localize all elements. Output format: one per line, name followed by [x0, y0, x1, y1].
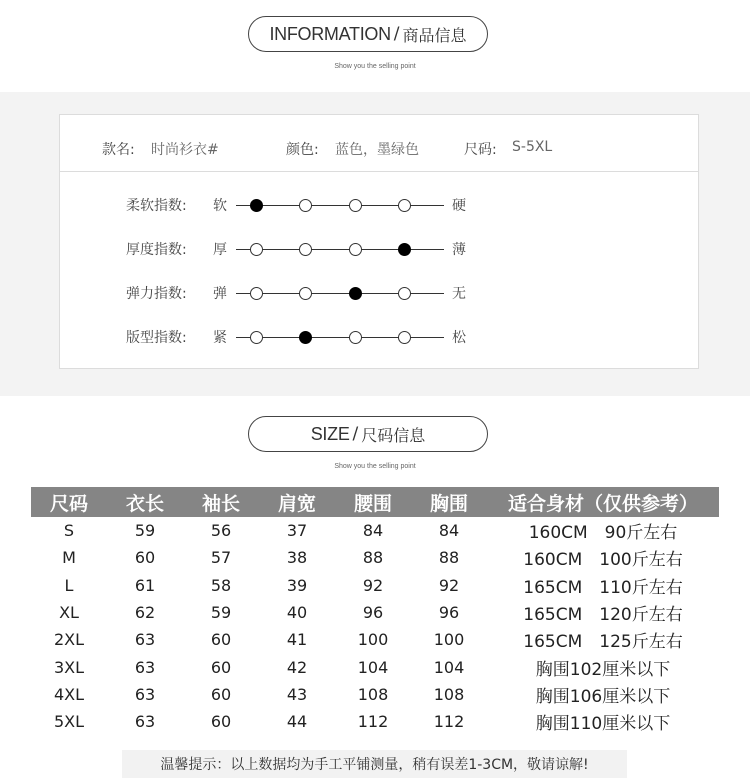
size-table-cell: S: [63, 521, 75, 541]
size-table-cell: 44: [286, 712, 308, 732]
size-table-cell: 84: [362, 521, 384, 541]
product-size-label: 尺码:: [464, 142, 497, 158]
fabric-index-label: 厚度指数:: [126, 242, 187, 258]
fabric-index-selected-dot: [398, 243, 411, 256]
size-table-cell: 胸围106厘米以下: [535, 686, 671, 707]
size-table-cell: 39: [286, 575, 308, 595]
size-table-cell: 42: [286, 657, 308, 677]
size-table-cell: 57: [210, 548, 232, 568]
size-table-header-cell: 肩宽: [277, 492, 316, 515]
size-table-cell: 96: [362, 603, 384, 623]
fabric-index-row: [60, 239, 698, 259]
size-table-cell: 160CM 90斤左右: [528, 523, 678, 544]
size-table-cell: 59: [134, 521, 156, 541]
fabric-index-selected-dot: [349, 287, 362, 300]
fabric-index-left-end: 弹: [213, 286, 227, 302]
size-table-cell: 43: [286, 684, 308, 704]
size-table-cell: 40: [286, 603, 308, 623]
size-table-cell: 62: [134, 603, 156, 623]
information-title-cn: 商品信息: [402, 25, 467, 45]
size-table-header-cell: 尺码: [49, 492, 88, 515]
product-name-value: 时尚衫衣#: [151, 142, 219, 158]
size-table-cell: 112: [357, 712, 389, 732]
fabric-index-dot: [250, 287, 263, 300]
size-table-cell: 38: [286, 548, 308, 568]
size-table-cell: 5XL: [53, 712, 85, 732]
size-table-cell: 88: [362, 548, 384, 568]
fabric-index-selected-dot: [299, 331, 312, 344]
size-table-cell: 60: [210, 684, 232, 704]
fabric-index-label: 弹力指数:: [126, 286, 187, 302]
size-table-cell: 胸围102厘米以下: [535, 659, 671, 680]
product-color-label: 颜色:: [286, 142, 319, 158]
size-table-cell: 104: [357, 657, 389, 677]
fabric-index-dot: [398, 287, 411, 300]
size-table-cell: 63: [134, 657, 156, 677]
size-table-cell: 41: [286, 630, 308, 650]
fabric-index-dot: [349, 243, 362, 256]
size-table-cell: 胸围110厘米以下: [535, 714, 671, 735]
size-table-cell: 100: [433, 630, 465, 650]
fabric-index-track: [236, 337, 444, 338]
fabric-index-dot: [299, 287, 312, 300]
size-table-row: [31, 599, 719, 626]
fabric-index-dot: [299, 199, 312, 212]
fabric-index-dot: [349, 331, 362, 344]
size-table-row: [31, 708, 719, 735]
size-table-row: [31, 517, 719, 544]
size-table-cell: 108: [357, 684, 389, 704]
size-table-cell: L: [64, 575, 74, 595]
fabric-index-track: [236, 293, 444, 294]
size-table-cell: 56: [210, 521, 232, 541]
size-table-header-cell: 腰围: [353, 492, 392, 515]
information-title-en: INFORMATION: [269, 23, 391, 44]
size-table-header: [31, 487, 719, 517]
fabric-index-left-end: 软: [213, 198, 227, 214]
fabric-index-row: [60, 283, 698, 303]
size-table-header-cell: 胸围: [429, 492, 468, 515]
size-table-cell: 59: [210, 603, 232, 623]
fabric-index-left-end: 厚: [213, 242, 227, 258]
size-table-cell: XL: [59, 603, 79, 623]
product-name-label: 款名:: [102, 142, 135, 158]
size-heading: [248, 416, 488, 452]
size-table-body: [31, 517, 719, 735]
fabric-index-left-end: 紧: [213, 330, 227, 346]
information-tagline: Show you the selling point: [334, 63, 416, 70]
size-table-cell: 160CM 100斤左右: [523, 550, 683, 571]
size-table-cell: 63: [134, 684, 156, 704]
size-table-cell: 165CM 125斤左右: [523, 632, 683, 653]
fabric-index-dot: [398, 199, 411, 212]
fabric-index-row: [60, 327, 698, 347]
information-title-separator: /: [393, 24, 400, 44]
size-table-cell: 96: [438, 603, 460, 623]
size-table-cell: 63: [134, 630, 156, 650]
product-color-value: 蓝色，墨绿色: [335, 142, 419, 158]
size-table-cell: 2XL: [53, 630, 85, 650]
size-table-row: [31, 572, 719, 599]
fabric-index-dot: [250, 331, 263, 344]
size-table-header-cell: 适合身材（仅供参考）: [507, 492, 698, 515]
fabric-index-track: [236, 205, 444, 206]
size-table-header-cell: 袖长: [201, 492, 240, 515]
size-title-separator: /: [352, 424, 359, 444]
size-table-cell: 61: [134, 575, 156, 595]
fabric-index-row: [60, 195, 698, 215]
fabric-index-right-end: 松: [452, 330, 466, 346]
size-table-row: [31, 653, 719, 680]
fabric-index-label: 柔软指数:: [126, 198, 187, 214]
size-table: [31, 487, 719, 735]
size-table-cell: 84: [438, 521, 460, 541]
fabric-index-right-end: 无: [452, 286, 466, 302]
size-table-cell: 108: [433, 684, 465, 704]
size-table-cell: 60: [210, 630, 232, 650]
size-table-cell: 92: [438, 575, 460, 595]
fabric-index-dot: [299, 243, 312, 256]
size-table-cell: 92: [362, 575, 384, 595]
size-table-row: [31, 544, 719, 571]
size-title-en: SIZE: [310, 423, 350, 444]
size-table-cell: 3XL: [53, 657, 85, 677]
measurement-note: 温馨提示：以上数据均为手工平铺测量，稍有误差1-3CM，敬请谅解!: [122, 750, 627, 778]
fabric-index-label: 版型指数:: [126, 330, 187, 346]
size-table-cell: 88: [438, 548, 460, 568]
size-table-row: [31, 626, 719, 653]
size-table-cell: 4XL: [53, 684, 85, 704]
fabric-index-right-end: 薄: [452, 242, 466, 258]
size-tagline: Show you the selling point: [334, 463, 416, 470]
size-table-cell: 104: [433, 657, 465, 677]
size-table-cell: 60: [210, 712, 232, 732]
size-table-cell: M: [62, 548, 76, 568]
product-attributes: [60, 115, 698, 172]
size-table-cell: 60: [210, 657, 232, 677]
fabric-index-selected-dot: [250, 199, 263, 212]
fabric-index-track: [236, 249, 444, 250]
size-table-cell: 37: [286, 521, 308, 541]
size-table-cell: 63: [134, 712, 156, 732]
size-table-cell: 60: [134, 548, 156, 568]
product-size-value: S-5XL: [512, 139, 553, 155]
product-info-box: [59, 114, 699, 369]
size-title-cn: 尺码信息: [361, 425, 426, 445]
size-table-cell: 165CM 110斤左右: [523, 577, 683, 598]
fabric-index-dot: [349, 199, 362, 212]
size-table-cell: 100: [357, 630, 389, 650]
size-table-row: [31, 681, 719, 708]
size-table-cell: 165CM 120斤左右: [523, 605, 683, 626]
fabric-index-right-end: 硬: [452, 198, 466, 214]
fabric-index-dot: [250, 243, 263, 256]
size-table-cell: 112: [433, 712, 465, 732]
fabric-index-dot: [398, 331, 411, 344]
information-heading: [248, 16, 488, 52]
size-table-header-cell: 衣长: [125, 492, 164, 515]
size-table-cell: 58: [210, 575, 232, 595]
